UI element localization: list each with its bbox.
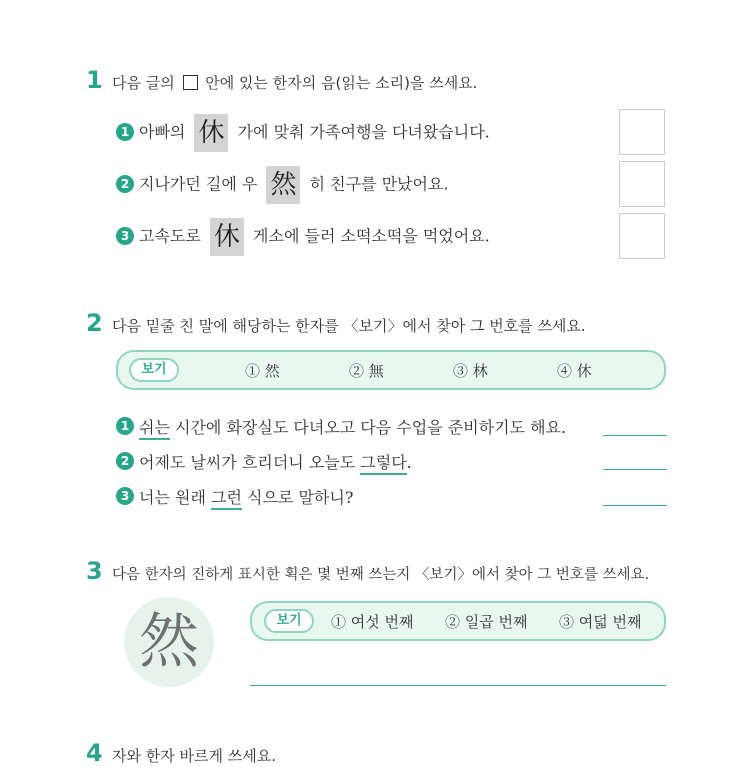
- q2-item-2-underlined: 그렇다: [360, 453, 406, 475]
- q2-item-2-answer-line[interactable]: [603, 469, 667, 470]
- q2-number: 2: [86, 309, 103, 337]
- q1-number: 1: [86, 66, 103, 94]
- q2-item-3-answer-line[interactable]: [603, 505, 667, 506]
- q2-item-3-before: 너는 원래: [139, 488, 211, 507]
- q1-item-2-after: 히 친구를 만났어요.: [309, 174, 449, 194]
- q2-item-2-sentence: [139, 450, 412, 473]
- q4-instruction: 자와 한자 바르게 쓰세요.: [112, 747, 276, 765]
- q2-item-1-after: 시간에 화장실도 다녀오고 다음 수업을 준비하기도 해요.: [169, 418, 567, 437]
- q1-item-3-answer-box[interactable]: [619, 213, 665, 259]
- q3-option-1: ① 여섯 번째: [331, 613, 414, 631]
- q1-item-2-number: 2: [116, 175, 134, 193]
- q2-item-2-before: 어제도 날씨가 흐리더니 오늘도: [139, 453, 361, 472]
- q2-bogi-label: 보기: [129, 358, 179, 382]
- q1-item-3-hanja: 休: [210, 218, 244, 256]
- q1-item-1-after: 가에 맞춰 가족여행을 다녀왔습니다.: [237, 122, 490, 142]
- q2-instruction: 다음 밑줄 친 말에 해당하는 한자를 〈보기〉에서 찾아 그 번호를 쓰세요.: [112, 317, 586, 335]
- q1-item-1-before: 아빠의: [139, 122, 186, 142]
- q2-option-3: ③ 林: [453, 362, 488, 380]
- q1-item-1-hanja: 休: [194, 114, 228, 152]
- q1-item-1-number: 1: [116, 123, 134, 141]
- square-box-icon: [183, 75, 198, 90]
- q2-option-1: ① 然: [245, 362, 280, 380]
- q1-item-2-before: 지나가던 길에 우: [139, 174, 258, 194]
- q1-instruction-before: 다음 글의: [112, 74, 175, 92]
- q3-answer-line[interactable]: [250, 685, 666, 686]
- q3-instruction: 다음 한자의 진하게 표시한 획은 몇 번째 쓰는지 〈보기〉에서 찾아 그 번호를 쓰세요.: [112, 567, 650, 583]
- q1-item-2-hanja: 然: [266, 166, 300, 204]
- q2-item-1-underlined: 쉬는: [139, 418, 170, 440]
- q1-item-3-after: 게소에 들러 소떡소떡을 먹었어요.: [253, 226, 490, 246]
- q3-option-3: ③ 여덟 번째: [559, 613, 642, 631]
- q2-item-2-number: 2: [116, 452, 134, 470]
- q1-item-3-sentence: [139, 218, 490, 256]
- q2-item-2-after: .: [406, 453, 412, 472]
- q1-item-3-number: 3: [116, 227, 134, 245]
- q1-instruction: [112, 72, 477, 93]
- q2-item-3-sentence: [139, 485, 353, 508]
- q2-item-3-underlined: 그런: [211, 488, 242, 510]
- q2-item-1-sentence: [139, 415, 566, 438]
- q3-number: 3: [86, 557, 103, 585]
- q2-option-2: ② 無: [349, 362, 384, 380]
- q1-item-2-answer-box[interactable]: [619, 161, 665, 207]
- q1-instruction-after: 안에 있는 한자의 음(읽는 소리)을 쓰세요.: [205, 74, 478, 92]
- q1-item-1-sentence: [139, 114, 490, 152]
- q3-hanja: 然: [124, 597, 214, 687]
- q3-option-2: ② 일곱 번째: [445, 613, 528, 631]
- q1-item-3-before: 고속도로: [139, 226, 201, 246]
- q2-option-4: ④ 休: [557, 362, 592, 380]
- q2-item-3-after: 식으로 말하니?: [241, 488, 354, 507]
- q2-item-1-number: 1: [116, 417, 134, 435]
- q1-item-1-answer-box[interactable]: [619, 109, 665, 155]
- q4-number: 4: [86, 739, 103, 767]
- q2-item-3-number: 3: [116, 487, 134, 505]
- q3-bogi-label: 보기: [264, 609, 314, 633]
- q1-item-2-sentence: [139, 166, 448, 204]
- q2-item-1-answer-line[interactable]: [603, 435, 667, 436]
